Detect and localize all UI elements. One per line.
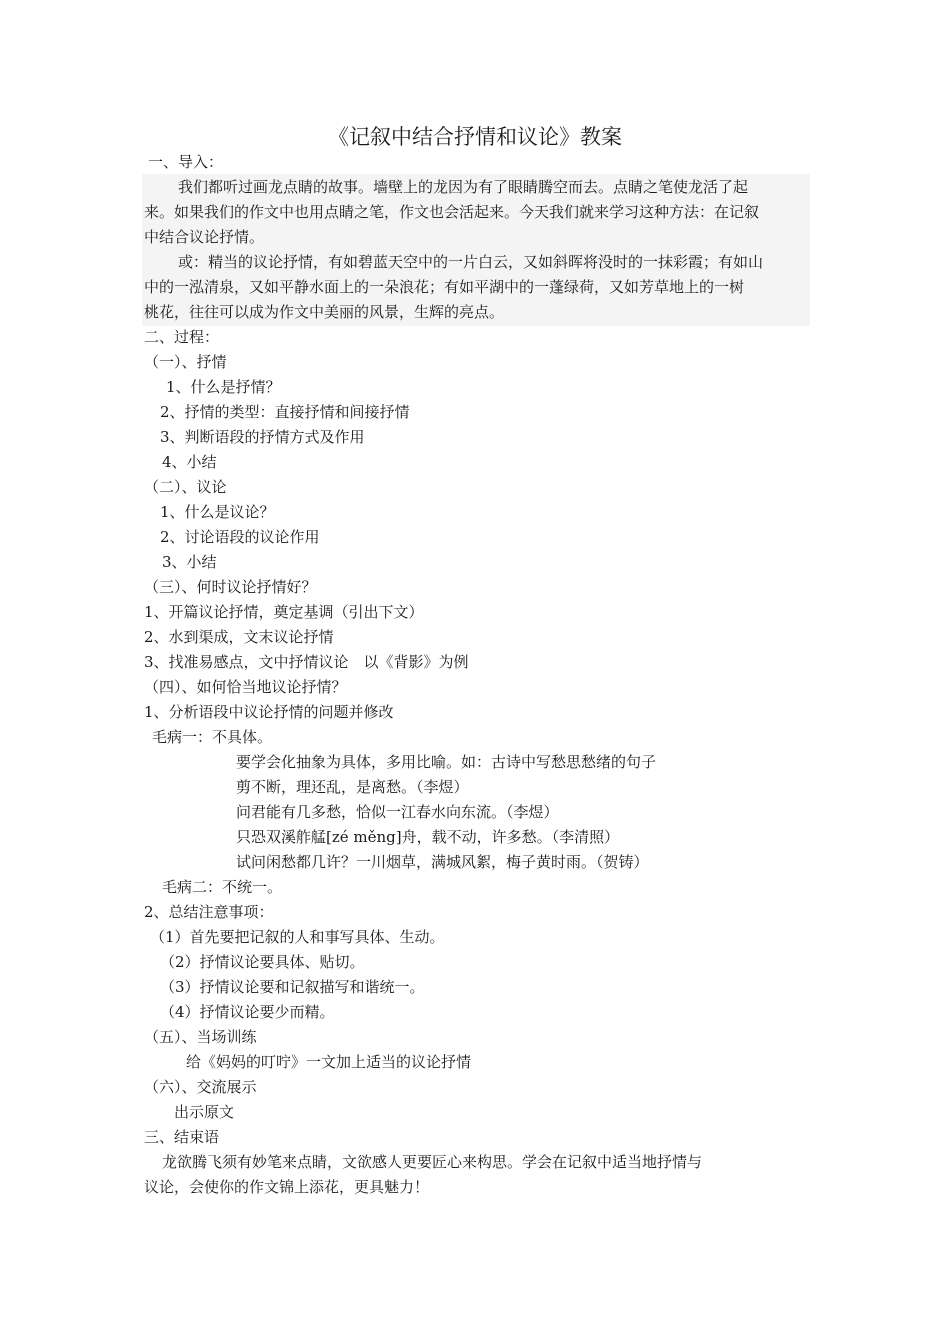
intro-p2-line3: 桃花，往往可以成为作文中美丽的风景，生辉的亮点。 <box>144 303 505 321</box>
section4-item2: 2、总结注意事项： <box>144 903 274 921</box>
closing-line1: 龙欲腾飞须有妙笔来点睛，文欲感人更要匠心来构思。学会在记叙中适当地抒情与 <box>162 1153 703 1171</box>
section3-item: 2、水到渠成，文末议论抒情 <box>144 628 334 646</box>
section3-item: 3、找准易感点，文中抒情议论 以《背影》为例 <box>144 653 469 671</box>
section1-item: 2、抒情的类型：直接抒情和间接抒情 <box>160 403 410 421</box>
example-line: 剪不断，理还乱，是离愁。（李煜） <box>236 778 469 796</box>
intro-p2-line2: 中的一泓清泉，又如平静水面上的一朵浪花；有如平湖中的一蓬绿荷，又如芳草地上的一树 <box>144 278 745 296</box>
section5-heading: （五）、当场训练 <box>144 1028 257 1046</box>
intro-p1-line1: 我们都听过画龙点睛的故事。墙壁上的龙因为有了眼睛腾空而去。点睛之笔使龙活了起 <box>178 178 749 196</box>
section2-item: 2、讨论语段的议论作用 <box>160 528 320 546</box>
intro-heading: 一、导入： <box>148 153 224 171</box>
example-line: 问君能有几多愁，恰似一江春水向东流。（李煜） <box>236 803 559 821</box>
intro-p1-line3: 中结合议论抒情。 <box>144 228 265 246</box>
note-line: （3）抒情议论要和记叙描写和谐统一。 <box>160 978 425 996</box>
document-title: 《记叙中结合抒情和议论》教案 <box>328 125 622 149</box>
section1-item: 3、判断语段的抒情方式及作用 <box>160 428 365 446</box>
example-line: 只恐双溪舴艋[zé měng]舟，载不动，许多愁。（李清照） <box>236 828 620 846</box>
section1-heading: （一）、抒情 <box>144 353 227 371</box>
section4-heading: （四）、如何恰当地议论抒情？ <box>144 678 347 696</box>
example-line: 要学会化抽象为具体，多用比喻。如：古诗中写愁思愁绪的句子 <box>236 753 657 771</box>
note-line: （2）抒情议论要具体、贴切。 <box>160 953 365 971</box>
section2-heading: （二）、议论 <box>144 478 227 496</box>
intro-p1-line2: 来。如果我们的作文中也用点睛之笔，作文也会活起来。今天我们就来学习这种方法：在记叙 <box>144 203 760 221</box>
intro-p2-line1: 或：精当的议论抒情，有如碧蓝天空中的一片白云，又如斜晖将没时的一抹彩霞；有如山 <box>178 253 764 271</box>
section3-item: 1、开篇议论抒情，奠定基调（引出下文） <box>144 603 424 621</box>
fault-one: 毛病一：不具体。 <box>152 728 273 746</box>
section5-task: 给《妈妈的叮咛》一文加上适当的议论抒情 <box>186 1053 472 1071</box>
section2-item: 1、什么是议论？ <box>160 503 275 521</box>
section6-task: 出示原文 <box>174 1103 235 1121</box>
section2-item: 3、小结 <box>162 553 217 571</box>
example-line: 试问闲愁都几许？一川烟草，满城风絮，梅子黄时雨。（贺铸） <box>236 853 649 871</box>
fault-two: 毛病二：不统一。 <box>162 878 283 896</box>
section1-item: 1、什么是抒情？ <box>166 378 281 396</box>
section3-heading: （三）、何时议论抒情好？ <box>144 578 317 596</box>
closing-heading: 三、结束语 <box>144 1128 220 1146</box>
process-heading: 二、过程： <box>144 328 220 346</box>
section1-item: 4、小结 <box>162 453 217 471</box>
section6-heading: （六）、交流展示 <box>144 1078 257 1096</box>
closing-line2: 议论，会使你的作文锦上添花，更具魅力！ <box>144 1178 430 1196</box>
note-line: （4）抒情议论要少而精。 <box>160 1003 335 1021</box>
section4-item1: 1、分析语段中议论抒情的问题并修改 <box>144 703 394 721</box>
note-line: （1）首先要把记叙的人和事写具体、生动。 <box>150 928 445 946</box>
